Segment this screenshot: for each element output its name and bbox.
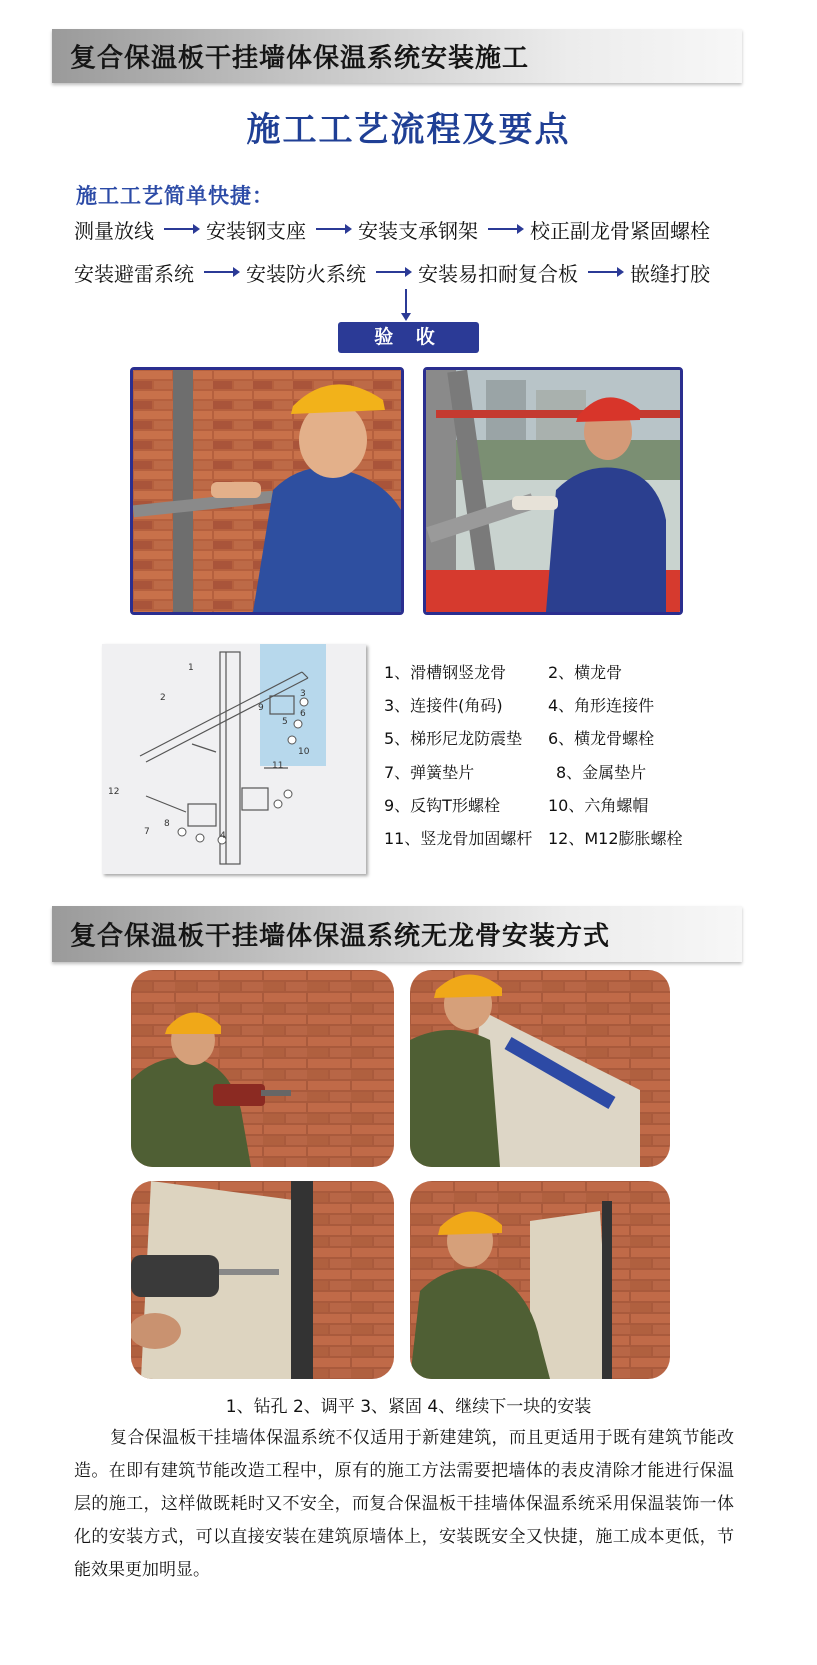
- diagram-callout: 5: [282, 717, 288, 727]
- diagram-callout: 7: [144, 827, 150, 837]
- legend-item: 6、横龙骨螺栓: [548, 729, 655, 748]
- diagram-callout: 6: [300, 709, 306, 719]
- flow-step: 嵌缝打胶: [630, 261, 710, 286]
- legend-item: 12、M12膨胀螺栓: [548, 829, 683, 848]
- steps-caption: 1、钻孔 2、调平 3、紧固 4、继续下一块的安装: [225, 1397, 592, 1417]
- flow-step: 校正副龙骨紧固螺栓: [530, 218, 710, 243]
- flow-step: 安装支承钢架: [358, 218, 478, 243]
- diagram-callout: 12: [108, 787, 120, 797]
- photo-step-fastening: [131, 1181, 394, 1379]
- diagram-callout: 1: [188, 663, 194, 673]
- page-subtitle: 施工工艺流程及要点: [246, 110, 571, 150]
- keel-structure-diagram: [102, 644, 366, 874]
- section-title-keelless: 复合保温板干挂墙体保温系统无龙骨安装方式: [70, 921, 611, 952]
- legend-item: 7、弹簧垫片: [384, 763, 475, 782]
- legend-item: 4、角形连接件: [548, 696, 655, 715]
- legend-item: 8、金属垫片: [556, 763, 647, 782]
- diagram-callout: 11: [272, 761, 284, 771]
- flow-step: 安装防火系统: [246, 261, 366, 286]
- photo-step-leveling: [410, 970, 670, 1167]
- section-banner-installation: [52, 29, 742, 83]
- legend-item: 3、连接件(角码): [384, 696, 503, 715]
- legend-item: 11、竖龙骨加固螺杆: [384, 829, 533, 848]
- photo-worker-high-rise: [423, 367, 683, 615]
- photo-worker-installing-keel: [130, 367, 404, 615]
- flow-step: 安装避雷系统: [74, 261, 194, 286]
- legend-item: 2、横龙骨: [548, 663, 623, 682]
- legend-item: 9、反钩T形螺栓: [384, 796, 500, 815]
- acceptance-box: 验 收: [338, 322, 479, 353]
- right-arrow-icon: [316, 222, 352, 236]
- right-arrow-icon: [164, 222, 200, 236]
- right-arrow-icon: [488, 222, 524, 236]
- description-paragraph: 复合保温板干挂墙体保温系统不仅适用于新建建筑，而且更适用于既有建筑节能改造。在即有建筑节能改造工程中，原有的施工方法需要把墙体的表皮清除才能进行保温层的施工，这样做既耗时又不安全，而复合保温板干挂墙体保温系统采用保温装饰一体化的安装方式，可以直接安装在建筑原墙体上，安装既安全又快捷，施工成本更低，节能效果更加明显。: [74, 1428, 734, 1580]
- diagram-callout: 10: [298, 747, 310, 757]
- flow-step: 安装易扣耐复合板: [418, 261, 578, 286]
- diagram-callout: 4: [220, 831, 226, 841]
- photo-step-drilling: [131, 970, 394, 1167]
- section-title-installation: 复合保温板干挂墙体保温系统安装施工: [70, 43, 530, 74]
- process-intro-label: 施工工艺简单快捷：: [76, 184, 274, 208]
- section-banner-keelless: [52, 906, 742, 962]
- photo-step-next-board: [410, 1181, 670, 1379]
- down-arrow-icon: [399, 289, 413, 321]
- legend-item: 1、滑槽钢竖龙骨: [384, 663, 507, 682]
- legend-item: 5、梯形尼龙防震垫: [384, 729, 523, 748]
- diagram-callout: 9: [258, 703, 264, 713]
- diagram-callout: 3: [300, 689, 306, 699]
- legend-item: 10、六角螺帽: [548, 796, 649, 815]
- flow-step: 安装钢支座: [206, 218, 306, 243]
- right-arrow-icon: [376, 265, 412, 279]
- right-arrow-icon: [588, 265, 624, 279]
- flow-step: 测量放线: [74, 218, 154, 243]
- diagram-callout: 8: [164, 819, 170, 829]
- process-flow-row-1: [74, 214, 710, 244]
- diagram-callout: 2: [160, 693, 166, 703]
- process-flow-row-2: [74, 257, 710, 287]
- right-arrow-icon: [204, 265, 240, 279]
